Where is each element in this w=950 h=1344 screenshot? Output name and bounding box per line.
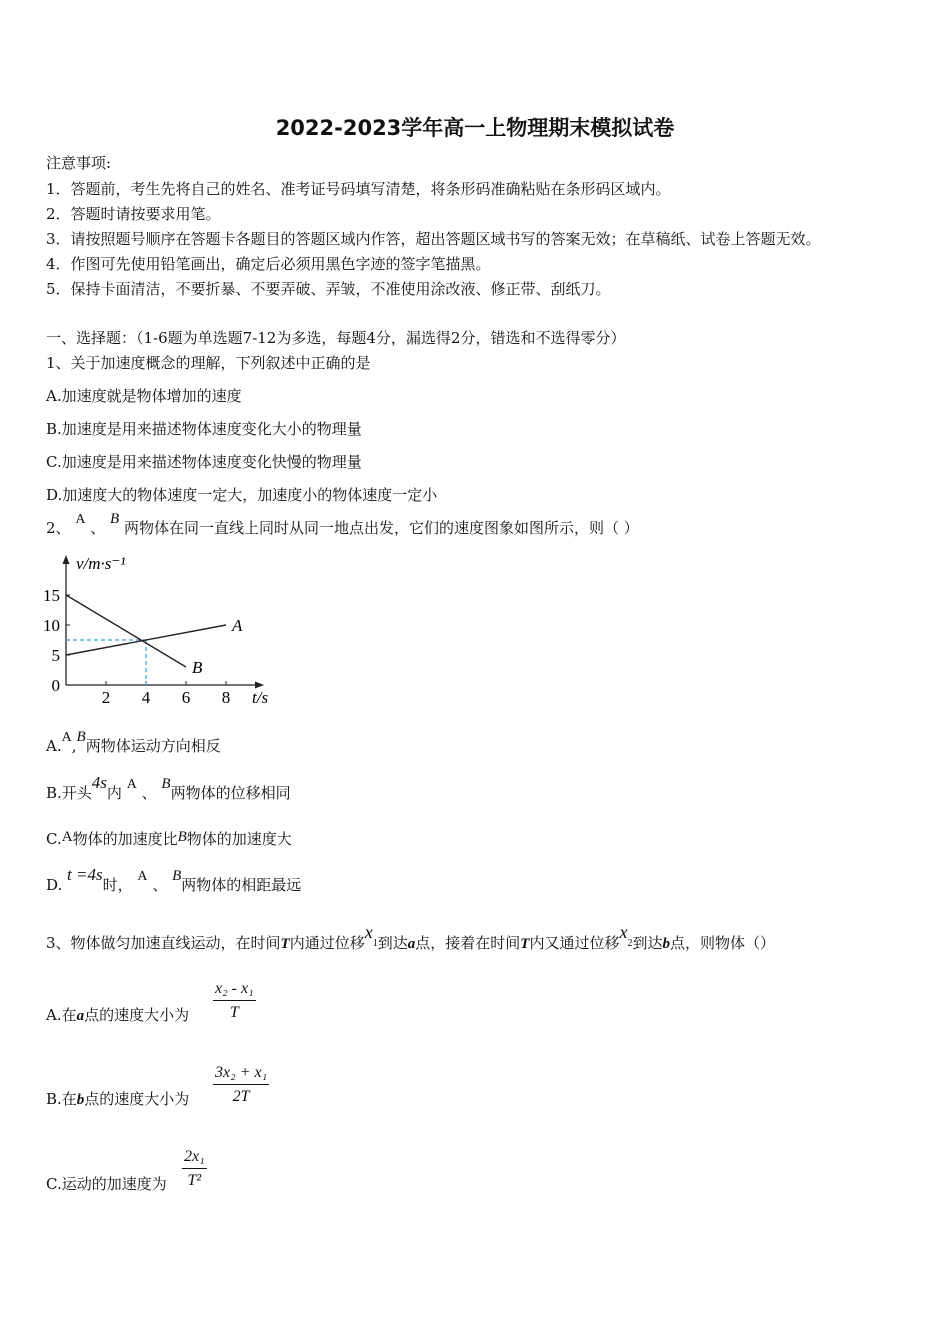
object-b-label: B [76,729,86,745]
fraction-denominator: T² [187,1172,202,1189]
page-title: 2022-2023学年高一上物理期末模拟试卷 [275,116,675,140]
stem-text: 到达 [377,934,408,952]
fraction-denominator: 2T [232,1088,250,1105]
question-1-option-c: C.加速度是用来描述物体速度变化快慢的物理量 [46,453,362,471]
object-b-label: B [172,868,182,884]
object-a-label: A [137,869,148,884]
notice-item: 5．保持卡面清洁，不要折暴、不要弄破、弄皱，不准使用涂改液、修正带、刮纸刀。 [46,280,611,298]
question-number: 2、 [46,519,71,537]
object-a-label: A [61,829,73,845]
x-tick-label: 4 [141,688,151,707]
section-header: 一、选择题：（1-6题为单选题7-12为多选，每题4分，漏选得2分，错选和不选得零分） [46,329,626,347]
option-text: 物体的加速度比 [72,830,178,848]
stem-text: 点，则物体（） [669,934,775,952]
option-text: 点的速度大小为 [84,1006,190,1024]
fraction-numerator: 3x₂ + x₁ [215,1064,268,1081]
fraction-bar [213,1000,256,1001]
option-text: 两物体的位移相同 [170,784,291,802]
series-line-b [66,595,186,667]
stem-text: 到达 [632,934,663,952]
fraction-b [213,1064,269,1106]
notice-item: 4．作图可先使用铅笔画出，确定后必须用黑色字迹的签字笔描黑。 [46,255,491,273]
object-a-label: A [126,777,137,792]
fraction-denominator: T [229,1004,239,1021]
option-text: 两物体运动方向相反 [85,737,221,755]
notice-heading: 注意事项: [46,154,112,172]
option-label: D. [46,876,63,894]
comma: , [71,737,77,755]
stem-text: 点，接着在时间 [415,934,521,952]
fraction-bar [182,1168,207,1169]
series-label-b: B [192,658,203,677]
y-tick-label: 15 [43,586,60,605]
question-2-stem [46,511,639,538]
question-2-option-c [46,828,292,849]
x-tick-label: 2 [101,688,111,707]
object-a-label: A [75,512,86,527]
fraction-c [182,1148,207,1190]
y-tick-label: 10 [43,616,60,635]
question-2-text: 两物体在同一直线上同时从同一地点出发，它们的速度图象如图所示，则（ ） [123,519,639,537]
fraction-bar [213,1084,269,1085]
point-symbol: b [76,1092,85,1108]
fraction-numerator: x₂ - x₁ [215,980,254,997]
notice-item: 3．请按照题号顺序在答题卡各题目的答题区域内作答，超出答题区域书写的答案无效；在草稿纸、试卷上答题无效。 [46,230,821,248]
option-label: B.在 [46,1090,77,1108]
option-label: C.运动的加速度为 [46,1175,167,1193]
question-3-option-a [46,1004,189,1025]
y-axis-label: v/m·s⁻¹ [76,554,126,573]
option-text: 内 [106,784,122,802]
object-a-label: A [61,730,72,745]
separator: 、 [90,519,106,537]
question-2-option-b [46,773,291,803]
chart-plot-area [43,586,243,707]
x-tick-label: 6 [181,688,191,707]
question-2-option-d [46,865,302,895]
x-tick-label: 8 [221,688,231,707]
time-value: 4s [91,773,107,792]
velocity-time-chart [40,545,280,715]
question-1-option-d: D.加速度大的物体速度一定大，加速度小的物体速度一定小 [46,486,438,504]
y-axis-arrow [63,555,70,564]
separator: 、 [141,784,157,802]
y-tick-label: 5 [51,646,60,665]
question-3-option-b [46,1088,189,1109]
separator: 、 [152,876,168,894]
option-text: 物体的加速度大 [186,830,292,848]
series-label-a: A [232,616,243,635]
stem-text: 内通过位移 [289,934,365,952]
question-3-stem [46,922,775,955]
question-3-option-c [46,1173,167,1194]
option-label: C. [46,830,62,848]
option-text: 时， [102,876,133,894]
notice-item: 2．答题时请按要求用笔。 [46,205,221,223]
option-text: 点的速度大小为 [84,1090,190,1108]
subscript: 2 [627,938,633,949]
stem-text: 内又通过位移 [529,934,620,952]
question-1-stem: 1、关于加速度概念的理解，下列叙述中正确的是 [46,354,371,372]
option-label: B.开头 [46,784,92,802]
option-text: 两物体的相距最远 [181,876,302,894]
displacement-symbol: x [364,922,373,942]
fraction-numerator: 2x₁ [184,1148,205,1165]
point-symbol: a [76,1008,85,1024]
object-b-label: B [177,829,187,845]
option-label: A.在 [46,1006,77,1024]
question-1-option-b: B.加速度是用来描述物体速度变化大小的物理量 [46,420,362,438]
displacement-symbol: x [619,922,628,942]
y-tick-label: 0 [51,676,60,695]
x-axis-label: t/s [252,688,269,707]
question-1-option-a: A.加速度就是物体增加的速度 [46,387,242,405]
notice-item: 1．答题前，考生先将自己的姓名、准考证号码填写清楚，将条形码准确粘贴在条形码区域内。 [46,180,671,198]
object-b-label: B [110,511,120,527]
point-symbol: a [407,936,416,952]
fraction-a [213,980,256,1022]
time-value: t =4s [67,865,103,884]
time-symbol: T [280,936,290,952]
question-2-option-a [46,729,221,756]
time-symbol: T [520,936,530,952]
object-b-label: B [161,776,171,792]
subscript: 1 [372,938,378,949]
option-label: A. [46,737,62,755]
point-symbol: b [662,936,670,952]
stem-text: 3、物体做匀加速直线运动，在时间 [46,934,281,952]
